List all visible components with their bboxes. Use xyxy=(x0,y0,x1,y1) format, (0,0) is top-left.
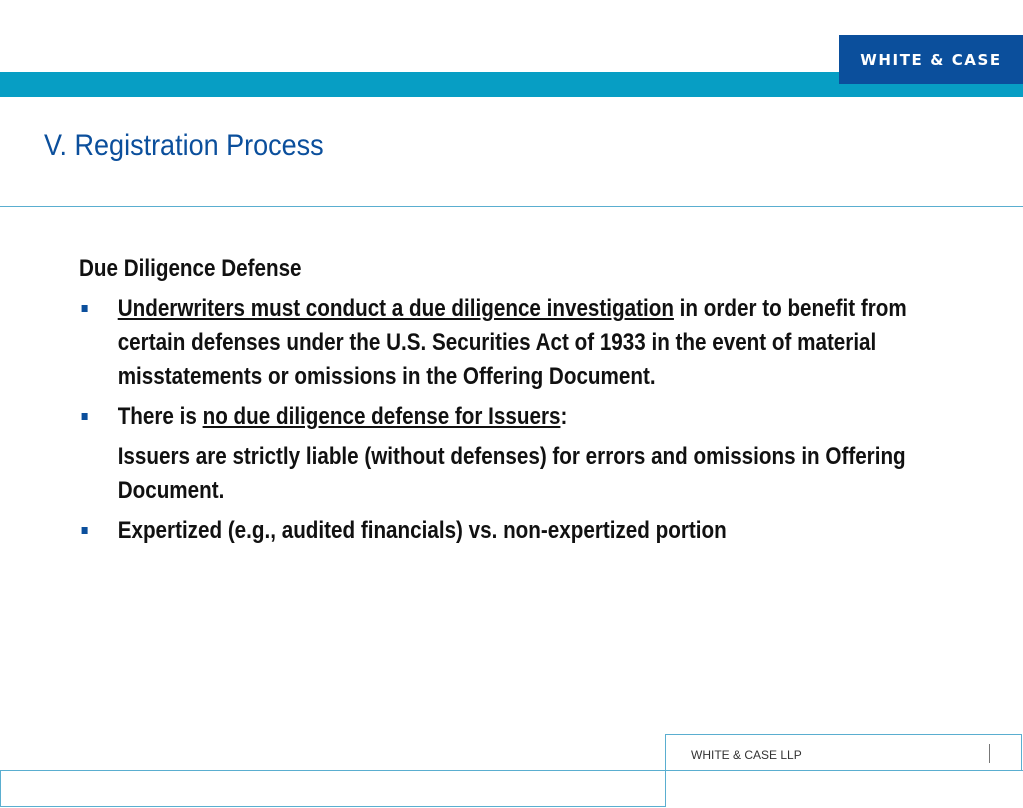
bullet-list xyxy=(79,292,965,548)
slide-content xyxy=(79,252,965,554)
bullet-2-sub-paragraph: Issuers are strictly liable (without defenses) for errors and omissions in Offering Document. xyxy=(117,443,906,504)
square-bullet-icon xyxy=(82,527,88,534)
bullet-2-underlined: no due diligence defense for Issuers xyxy=(202,403,561,430)
bullet-2-suffix: : xyxy=(560,403,568,430)
bullet-item-underwriters xyxy=(79,292,965,394)
footer-left-box xyxy=(0,770,666,807)
square-bullet-icon xyxy=(82,305,88,312)
section-heading: Due Diligence Defense xyxy=(79,255,302,282)
square-bullet-icon xyxy=(82,413,88,420)
bullet-1-text: in order to benefit from certain defenses under the U.S. Securities Act of 1933 in the event of material misstatements or omissions in the Offering Document. xyxy=(117,295,907,390)
bullet-item-expertized xyxy=(79,514,965,548)
title-divider xyxy=(0,206,1023,207)
logo-text: WHITE & CASE xyxy=(860,50,1002,69)
footer-label-box xyxy=(665,734,1022,770)
bullet-3-text: Expertized (e.g., audited financials) vs. non-expertized portion xyxy=(117,517,727,544)
footer-divider xyxy=(989,744,990,763)
bullet-1-underlined: Underwriters must conduct a due diligence investigation xyxy=(117,295,674,322)
footer-firm-name: WHITE & CASE LLP xyxy=(691,748,802,762)
bullet-item-issuers xyxy=(79,400,965,508)
bullet-2-prefix: There is xyxy=(117,403,203,430)
firm-logo xyxy=(839,35,1023,84)
slide-title: V. Registration Process xyxy=(44,129,324,162)
